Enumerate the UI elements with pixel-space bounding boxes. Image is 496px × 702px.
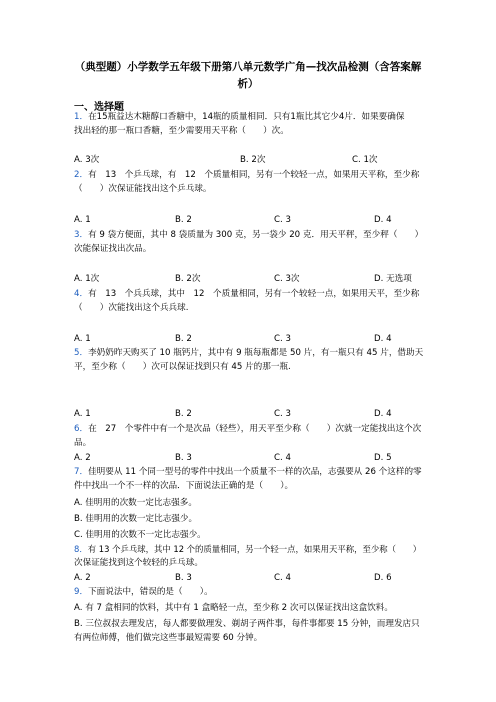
option-b[interactable]: B. 2: [175, 215, 192, 225]
option-d[interactable]: D. 无选项: [374, 274, 412, 284]
options-1: [74, 154, 424, 166]
question-5: [74, 347, 424, 359]
question-text-cont: 平，至少称（ ）次可以保证找到只有 45 片的那一瓶.: [74, 362, 291, 372]
option-b[interactable]: B. 2: [175, 409, 192, 419]
question-text: 有 13 个乒乓球，其中 12 个的质量相同，另一个轻一点，如果用天平称，至少称（ ）: [87, 544, 422, 554]
question-text: 有 9 袋方便面，其中 8 袋质量为 300 克，另一袋少 20 克．用天平秤，至少秤（ ）: [88, 230, 424, 240]
question-2: [74, 169, 424, 181]
option-d[interactable]: D. 6: [374, 573, 392, 583]
option-a[interactable]: A. 有 7 盒相同的饮料，其中有 1 盒略轻一点，至少称 2 次可以保证找出这盒饮料。: [74, 603, 393, 613]
question-text-cont: 找出轻的那一瓶口香糖，至少需要用天平称（ ）次。: [74, 126, 289, 136]
question-number: 7．: [74, 467, 89, 477]
question-text-cont: 件中找出一个不一样的次品．下面说法正确的是（ ）。: [74, 481, 294, 491]
option-b[interactable]: B. 2: [175, 334, 192, 344]
option-d[interactable]: D. 5: [374, 453, 392, 463]
question-7: [74, 466, 424, 478]
option-c[interactable]: C. 1次: [352, 155, 378, 165]
question-text: 在 27 个零件中有一个是次品（轻些），用天平至少称（ ）次就一定能找出这个次: [88, 424, 422, 434]
title-line-1: （典型题）小学数学五年级下册第八单元数学广角—找次品检测（含答案解: [74, 61, 422, 73]
option-d[interactable]: D. 4: [374, 409, 392, 419]
option-c[interactable]: C. 3次: [274, 274, 300, 284]
option-b[interactable]: B. 2次: [240, 155, 266, 165]
option-d[interactable]: D. 4: [374, 215, 392, 225]
question-text-cont: 次能保证找出次品。: [74, 244, 152, 254]
question-8: [74, 543, 424, 555]
question-number: 3．: [74, 230, 89, 240]
question-number: 4．: [74, 289, 89, 299]
question-text: 有 13 个兵兵球，其中 12 个质量相同，另有一个较轻一点，如果用天平，至少称: [88, 289, 420, 299]
question-number: 5．: [74, 348, 89, 358]
option-b[interactable]: B. 佳明用的次数一定比志强少。: [74, 514, 198, 524]
question-number: 6．: [74, 424, 89, 434]
option-c[interactable]: C. 3: [274, 334, 291, 344]
question-text: 在15瓶益达木糖醇口香糖中，14瓶的质量相同．只有1瓶比其它少4片．如果要确保: [88, 112, 405, 122]
option-c[interactable]: C. 佳明用的次数不一定比志强少。: [74, 530, 206, 540]
options-6: [74, 452, 424, 464]
option-b[interactable]: B. 3: [175, 573, 192, 583]
option-a[interactable]: A. 1: [74, 409, 91, 419]
option-a[interactable]: A. 1次: [74, 274, 100, 284]
option-a[interactable]: A. 3次: [74, 155, 100, 165]
option-c[interactable]: C. 3: [274, 215, 291, 225]
question-text: 有 13 个乒乓球，有 12 个质量相同，另有一个较轻一点，如果用天平称，至少称: [88, 170, 420, 180]
option-d[interactable]: D. 4: [374, 334, 392, 344]
option-c[interactable]: C. 4: [274, 573, 291, 583]
title-line-2: 析）: [237, 78, 259, 90]
section-heading: 一、选择题: [74, 102, 124, 113]
option-a[interactable]: A. 1: [74, 215, 91, 225]
option-a[interactable]: A. 1: [74, 334, 91, 344]
document-title: [60, 59, 436, 93]
option-a[interactable]: A. 佳明用的次数一定比志强多。: [74, 498, 197, 508]
question-text-cont: 品。: [74, 438, 92, 448]
option-b[interactable]: B. 三位叔叔去理发店，每人都要做理发、剃胡子两件事，每件事都要 15 分钟，而理发店只: [74, 619, 420, 629]
question-4: [74, 288, 424, 300]
option-a[interactable]: A. 2: [74, 573, 91, 583]
question-3: [74, 229, 424, 241]
question-text: 佳明要从 11 个同一型号的零件中找出一个质量不一样的次品，志强要从 26 个这样的零: [88, 467, 422, 477]
option-b[interactable]: B. 2次: [175, 274, 201, 284]
option-b[interactable]: B. 3: [175, 453, 192, 463]
question-9: [74, 586, 424, 598]
question-text-cont: 次保证能找到这个较轻的乒乓球。: [74, 558, 203, 568]
option-c[interactable]: C. 4: [274, 453, 291, 463]
question-number: 9．: [74, 587, 89, 597]
option-c[interactable]: C. 3: [274, 409, 291, 419]
options-8: [74, 572, 424, 584]
question-1: [74, 111, 424, 123]
options-4: [74, 333, 424, 345]
question-number: 1．: [74, 112, 89, 122]
question-number: 8．: [74, 544, 88, 554]
question-number: 2．: [74, 170, 89, 180]
option-a[interactable]: A. 2: [74, 453, 91, 463]
question-text-cont: （ ）次能找出这个兵兵球.: [74, 303, 189, 313]
question-text: 下面说法中，错误的是（ ）。: [88, 587, 213, 597]
option-b-cont: 有两位师傅，他们做完这些事最短需要 60 分钟。: [74, 633, 263, 643]
options-3: [74, 273, 424, 285]
question-text: 李奶奶昨天购买了 10 瓶钙片，其中有 9 瓶每瓶都是 50 片，有一瓶只有 45 片，借助天: [88, 348, 424, 358]
question-6: [74, 423, 424, 435]
question-text-cont: （ ）次保证能找出这个乒乓球。: [74, 184, 212, 194]
options-2: [74, 214, 424, 226]
options-5: [74, 408, 424, 420]
